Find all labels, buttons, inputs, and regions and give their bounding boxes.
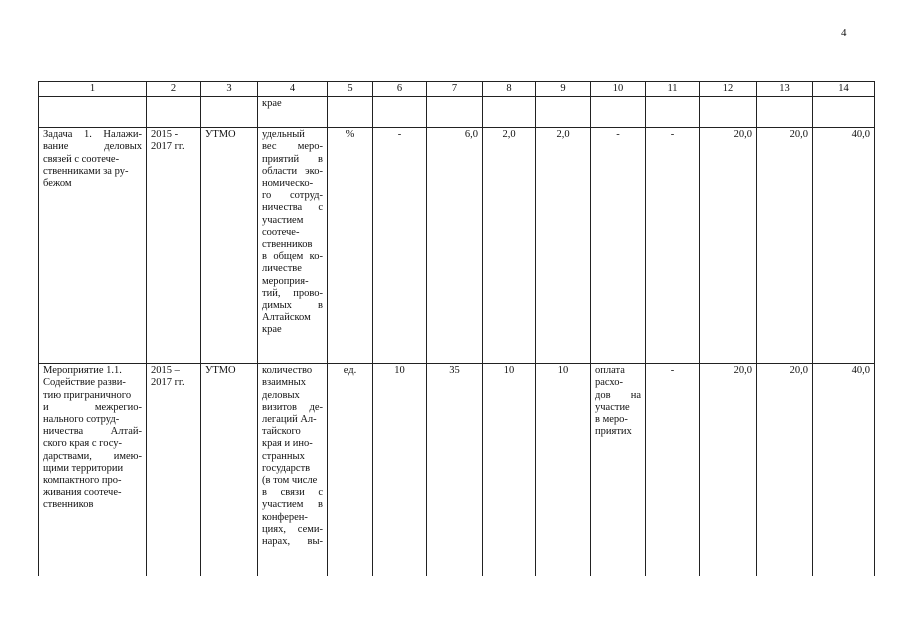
page-number: 4 <box>841 27 847 39</box>
text-line: в общем ко- <box>262 251 323 263</box>
text-line: визитов де- <box>262 401 323 413</box>
text-line: нального сотруд- <box>43 414 120 426</box>
executor-cell: УТМО <box>201 364 258 577</box>
text-line: государств <box>262 462 311 474</box>
header-cell: 7 <box>427 82 483 97</box>
text-line: оплата <box>595 365 625 377</box>
text-line: го сотруд- <box>262 190 323 202</box>
header-cell: 11 <box>646 82 700 97</box>
text-line: номическо- <box>262 178 314 190</box>
text-line: крае <box>262 324 282 336</box>
text-line: в меро- <box>595 414 628 426</box>
text-line: ственников <box>43 499 94 511</box>
text-line: живания соотече- <box>43 487 122 499</box>
executor-cell: УТМО <box>201 128 258 364</box>
continuation-row <box>39 97 875 128</box>
text-line: вес меро- <box>262 141 323 153</box>
text-line: легаций Ал- <box>262 414 317 426</box>
text-line: расхо- <box>595 377 624 389</box>
text-line: удельный <box>262 129 305 141</box>
text-line: деловых <box>262 389 300 401</box>
task-name-cell <box>39 128 147 364</box>
header-cell: 3 <box>201 82 258 97</box>
indicator-continuation: крае <box>258 97 328 128</box>
text-line: приятий в <box>262 153 323 165</box>
header-cell: 2 <box>147 82 201 97</box>
value-cell: 20,0 <box>757 364 813 577</box>
value-cell: 10 <box>483 364 536 577</box>
value-cell: - <box>591 128 646 364</box>
text-line: бежом <box>43 178 72 190</box>
text-line: ственников <box>262 239 313 251</box>
value-cell: 10 <box>536 364 591 577</box>
value-cell: 40,0 <box>813 128 875 364</box>
text-line: и межрегио- <box>43 401 142 413</box>
text-line: области эко- <box>262 165 323 177</box>
header-cell: 4 <box>258 82 328 97</box>
value-cell: 2,0 <box>483 128 536 364</box>
text-line: Содействие разви- <box>43 377 126 389</box>
funding-note-cell <box>591 364 646 577</box>
value-cell: 10 <box>373 364 427 577</box>
text-line: странных <box>262 450 305 462</box>
text-line: соотече- <box>262 226 300 238</box>
text-line: ничества с <box>262 202 323 214</box>
indicator-cell <box>258 364 328 577</box>
text-line: дов на <box>595 389 641 401</box>
text-line: взаимных <box>262 377 306 389</box>
header-cell: 13 <box>757 82 813 97</box>
text-line: 2017 гг. <box>151 377 185 389</box>
text-line: циях, семи- <box>262 523 323 535</box>
value-cell: 35 <box>427 364 483 577</box>
indicator-cell <box>258 128 328 364</box>
value-cell: 6,0 <box>427 128 483 364</box>
text-line: ственниками за ру- <box>43 165 129 177</box>
text-line: дарствами, имею- <box>43 450 142 462</box>
value-cell: - <box>646 364 700 577</box>
text-line: количество <box>262 365 313 377</box>
value-cell: 20,0 <box>700 128 757 364</box>
text-line: тию приграничного <box>43 389 132 401</box>
header-cell: 1 <box>39 82 147 97</box>
text-line: (в том числе <box>262 475 318 487</box>
text-line: ского края с госу- <box>43 438 122 450</box>
column-number-row <box>39 82 875 97</box>
text-line: 2017 гг. <box>151 141 185 153</box>
measure-row <box>39 364 875 577</box>
value-cell: 20,0 <box>700 364 757 577</box>
value-cell: 40,0 <box>813 364 875 577</box>
text-line: мероприя- <box>262 275 309 287</box>
header-cell: 5 <box>328 82 373 97</box>
text-line: Задача 1. Налажи- <box>43 129 142 141</box>
value-cell: - <box>373 128 427 364</box>
text-line: вание деловых <box>43 141 142 153</box>
text-line: участием в <box>262 499 323 511</box>
program-table <box>38 81 875 576</box>
header-cell: 10 <box>591 82 646 97</box>
text-line: тайского <box>262 426 301 438</box>
text-line: участие <box>595 401 630 413</box>
text-line: приятих <box>595 426 632 438</box>
text-line: конферен- <box>262 511 308 523</box>
text-line: нарах, вы- <box>262 536 323 548</box>
text-line: компактного про- <box>43 475 122 487</box>
text-line: щими территории <box>43 462 124 474</box>
value-cell: 2,0 <box>536 128 591 364</box>
text-line: Мероприятие 1.1. <box>43 365 122 377</box>
header-cell: 9 <box>536 82 591 97</box>
value-cell: 20,0 <box>757 128 813 364</box>
unit-cell: % <box>328 128 373 364</box>
text-line: 2015 – <box>151 365 180 377</box>
header-cell: 6 <box>373 82 427 97</box>
text-line: димых в <box>262 300 323 312</box>
header-cell: 14 <box>813 82 875 97</box>
text-line: участием <box>262 214 304 226</box>
text-line: ничества Алтай- <box>43 426 142 438</box>
unit-cell: ед. <box>328 364 373 577</box>
task-row <box>39 128 875 364</box>
text-line: 2015 - <box>151 129 179 141</box>
measure-name-cell <box>39 364 147 577</box>
header-cell: 12 <box>700 82 757 97</box>
value-cell: - <box>646 128 700 364</box>
text-line: Алтайском <box>262 312 311 324</box>
header-cell: 8 <box>483 82 536 97</box>
period-cell <box>147 364 201 577</box>
text-line: тий, прово- <box>262 287 323 299</box>
text-line: личестве <box>262 263 302 275</box>
text-line: края и ино- <box>262 438 313 450</box>
period-cell <box>147 128 201 364</box>
text-line: связей с соотече- <box>43 153 120 165</box>
text-line: в связи с <box>262 487 323 499</box>
